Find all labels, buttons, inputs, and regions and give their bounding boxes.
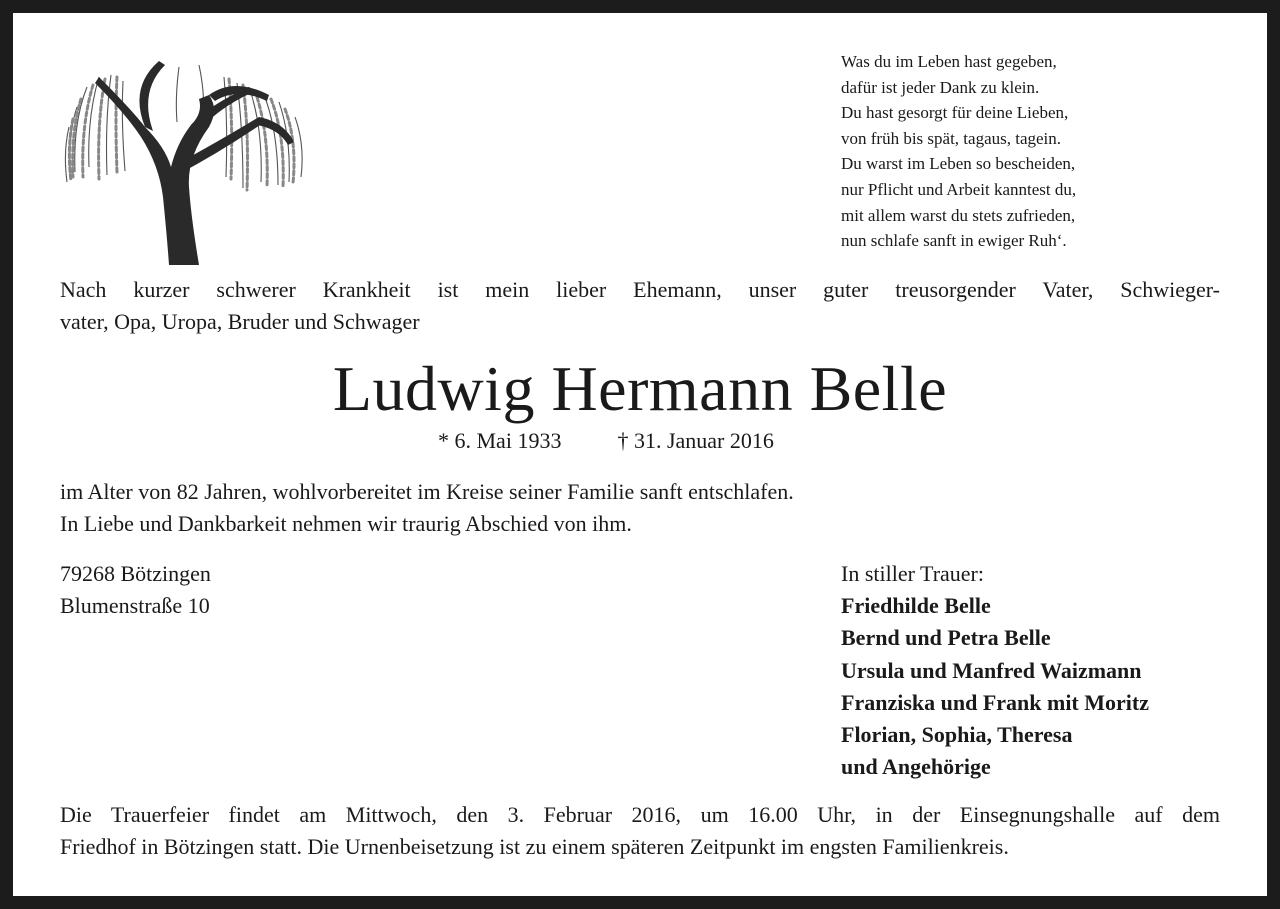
mourner-name: Friedhilde Belle [841, 593, 991, 619]
intro-line: vater, Opa, Uropa, Bruder und Schwager [60, 309, 420, 334]
address-street: Blumenstraße 10 [60, 593, 210, 618]
life-dates [438, 425, 774, 457]
farewell-line: In Liebe und Dankbarkeit nehmen wir traurig Abschied von ihm. [60, 511, 632, 536]
poem-line: Du hast gesorgt für deine Lieben, [841, 103, 1069, 123]
mourner-name: Ursula und Manfred Waizmann [841, 657, 1142, 683]
mourner-name: Franziska und Frank mit Moritz [841, 689, 1149, 715]
birth-date: * 6. Mai 1933 [438, 428, 562, 453]
mourner-name: und Angehörige [841, 754, 991, 780]
mourner-name: Florian, Sophia, Theresa [841, 722, 1073, 748]
mourner-name: Bernd und Petra Belle [841, 625, 1051, 651]
intro-line: Nach kurzer schwerer Krankheit ist mein lieber Ehemann, unser guter treusorgender Vater, Schwieger- [60, 277, 1220, 302]
age-text [60, 476, 794, 540]
obituary-notice [13, 13, 1267, 896]
poem-line: mit allem warst du stets zufrieden, [841, 205, 1076, 225]
age-line: im Alter von 82 Jahren, wohlvorbereitet im Kreise seiner Familie sanft entschlafen. [60, 479, 794, 504]
poem-line: Was du im Leben hast gegeben, [841, 52, 1057, 71]
service-line: Die Trauerfeier findet am Mittwoch, den 3. Februar 2016, um 16.00 Uhr, in der Einsegnungshalle auf dem [60, 802, 1220, 827]
mourners-list [841, 558, 1149, 783]
poem-line: von früh bis spät, tagaus, tagein. [841, 128, 1062, 148]
poem-line: nur Pflicht und Arbeit kanntest du, [841, 179, 1077, 199]
poem-line: Du warst im Leben so bescheiden, [841, 154, 1076, 174]
poem-line: dafür ist jeder Dank zu klein. [841, 77, 1040, 97]
address-city: 79268 Bötzingen [60, 561, 211, 586]
death-date: † 31. Januar 2016 [617, 428, 774, 453]
poem-line: nun schlafe sanft in ewiger Ruh‘. [841, 231, 1067, 251]
service-line: Friedhof in Bötzingen statt. Die Urnenbeisetzung ist zu einem späteren Zeitpunkt im engsten Familienkreis. [60, 834, 1009, 859]
mourners-heading: In stiller Trauer: [841, 561, 984, 586]
funeral-service-info [60, 799, 1220, 863]
intro-text [60, 274, 1220, 338]
willow-tree-icon [59, 47, 315, 269]
family-address [60, 558, 211, 622]
memorial-poem [841, 49, 1076, 254]
deceased-name: Ludwig Hermann Belle [332, 353, 948, 424]
